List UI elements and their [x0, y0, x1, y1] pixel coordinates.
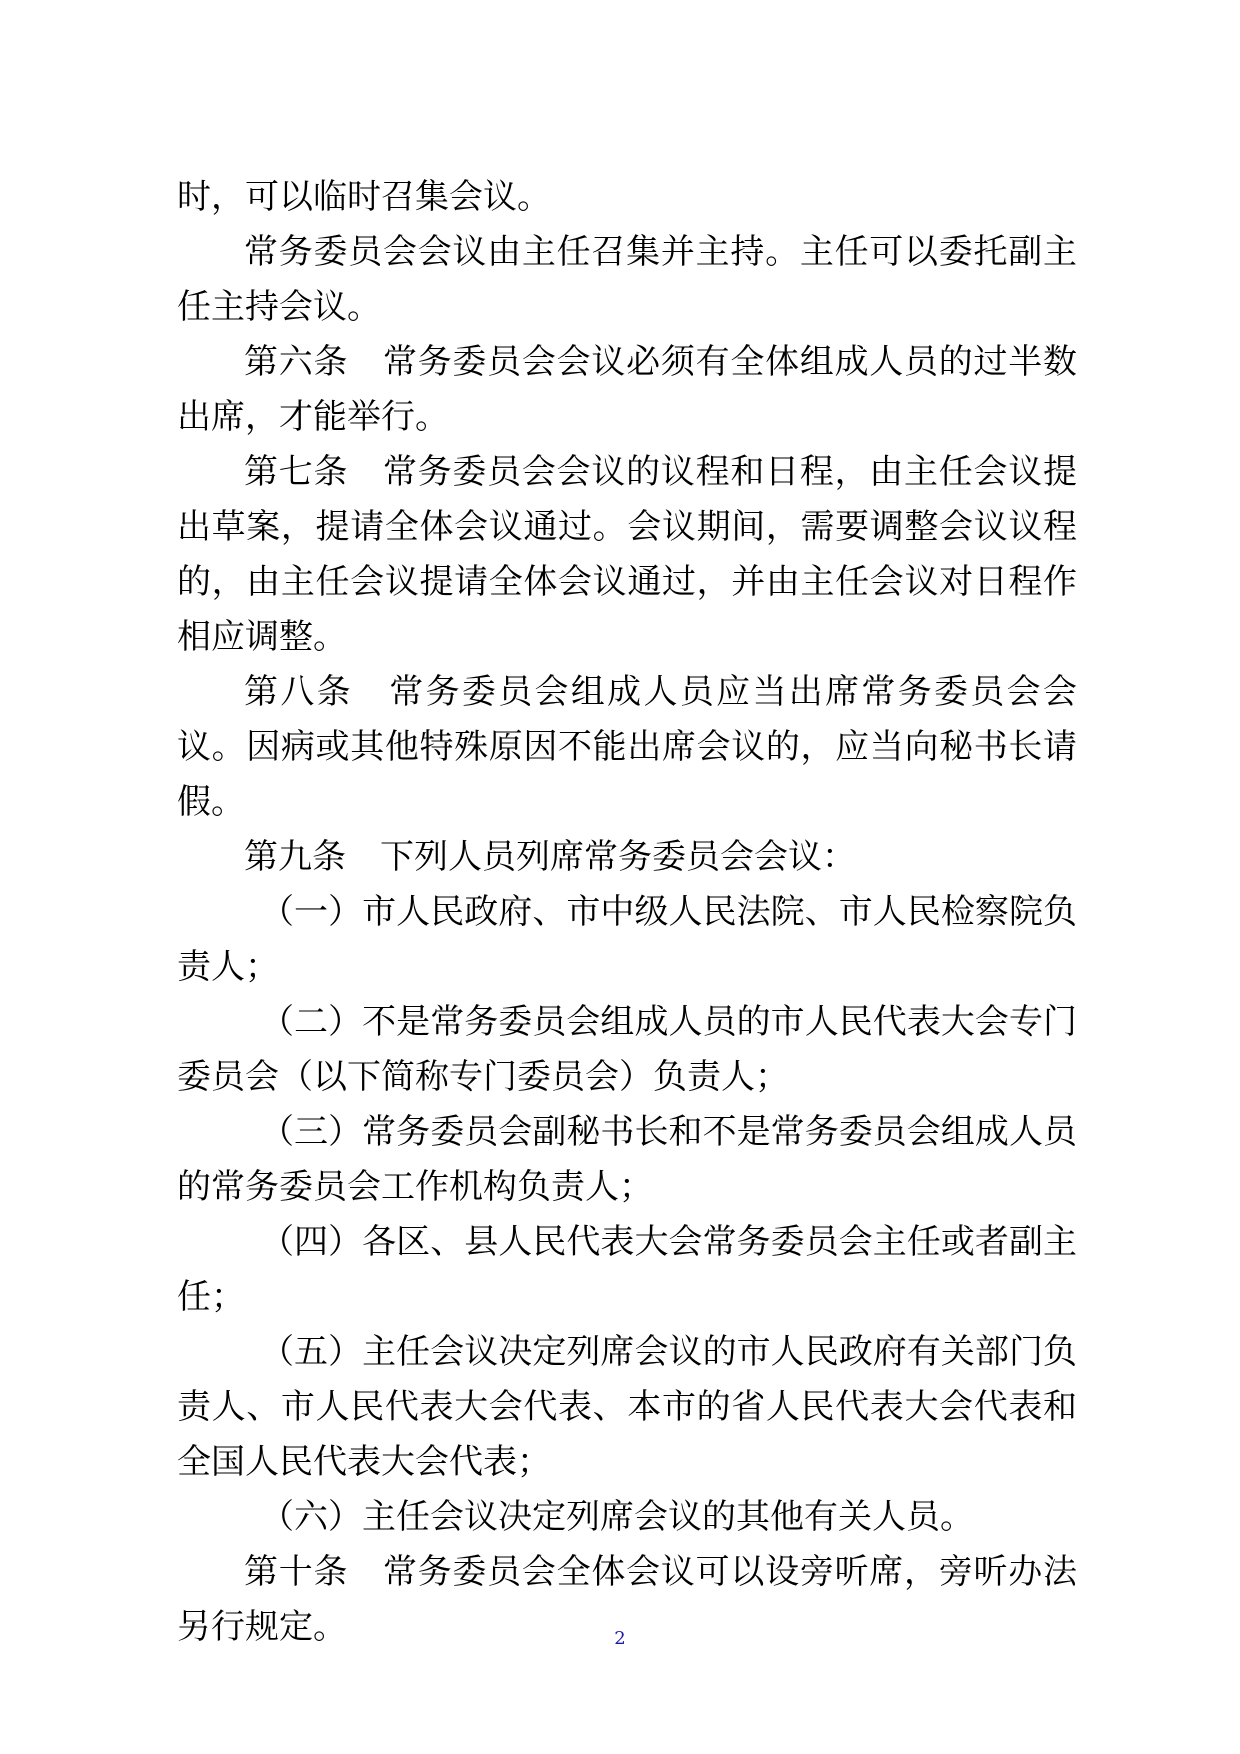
list-item: （四）各区、县人民代表大会常务委员会主任或者副主任；	[177, 1222, 1077, 1317]
document-body	[177, 170, 1077, 1655]
paragraph: 常务委员会会议由主任召集并主持。主任可以委托副主任主持会议。	[177, 232, 1077, 327]
article-6: 第六条 常务委员会会议必须有全体组成人员的过半数出席，才能举行。	[177, 342, 1077, 437]
paragraph: 时，可以临时召集会议。	[177, 177, 551, 217]
article-9: 第九条 下列人员列席常务委员会会议：	[244, 837, 856, 877]
list-item: （六）主任会议决定列席会议的其他有关人员。	[260, 1497, 974, 1537]
list-item: （三）常务委员会副秘书长和不是常务委员会组成人员的常务委员会工作机构负责人；	[177, 1112, 1077, 1207]
list-item: （一）市人民政府、市中级人民法院、市人民检察院负责人；	[177, 892, 1077, 987]
article-10: 第十条 常务委员会全体会议可以设旁听席，旁听办法另行规定。	[177, 1552, 1077, 1647]
article-7: 第七条 常务委员会会议的议程和日程，由主任会议提出草案，提请全体会议通过。会议期间，需要调整会议议程的，由主任会议提请全体会议通过，并由主任会议对日程作相应调整。	[177, 452, 1077, 657]
list-item: （二）不是常务委员会组成人员的市人民代表大会专门委员会（以下简称专门委员会）负责人；	[177, 1002, 1077, 1097]
article-8: 第八条 常务委员会组成人员应当出席常务委员会会议。因病或其他特殊原因不能出席会议的，应当向秘书长请假。	[177, 672, 1077, 822]
page-number: 2	[614, 1628, 626, 1649]
list-item: （五）主任会议决定列席会议的市人民政府有关部门负责人、市人民代表大会代表、本市的省人民代表大会代表和全国人民代表大会代表；	[177, 1332, 1077, 1482]
